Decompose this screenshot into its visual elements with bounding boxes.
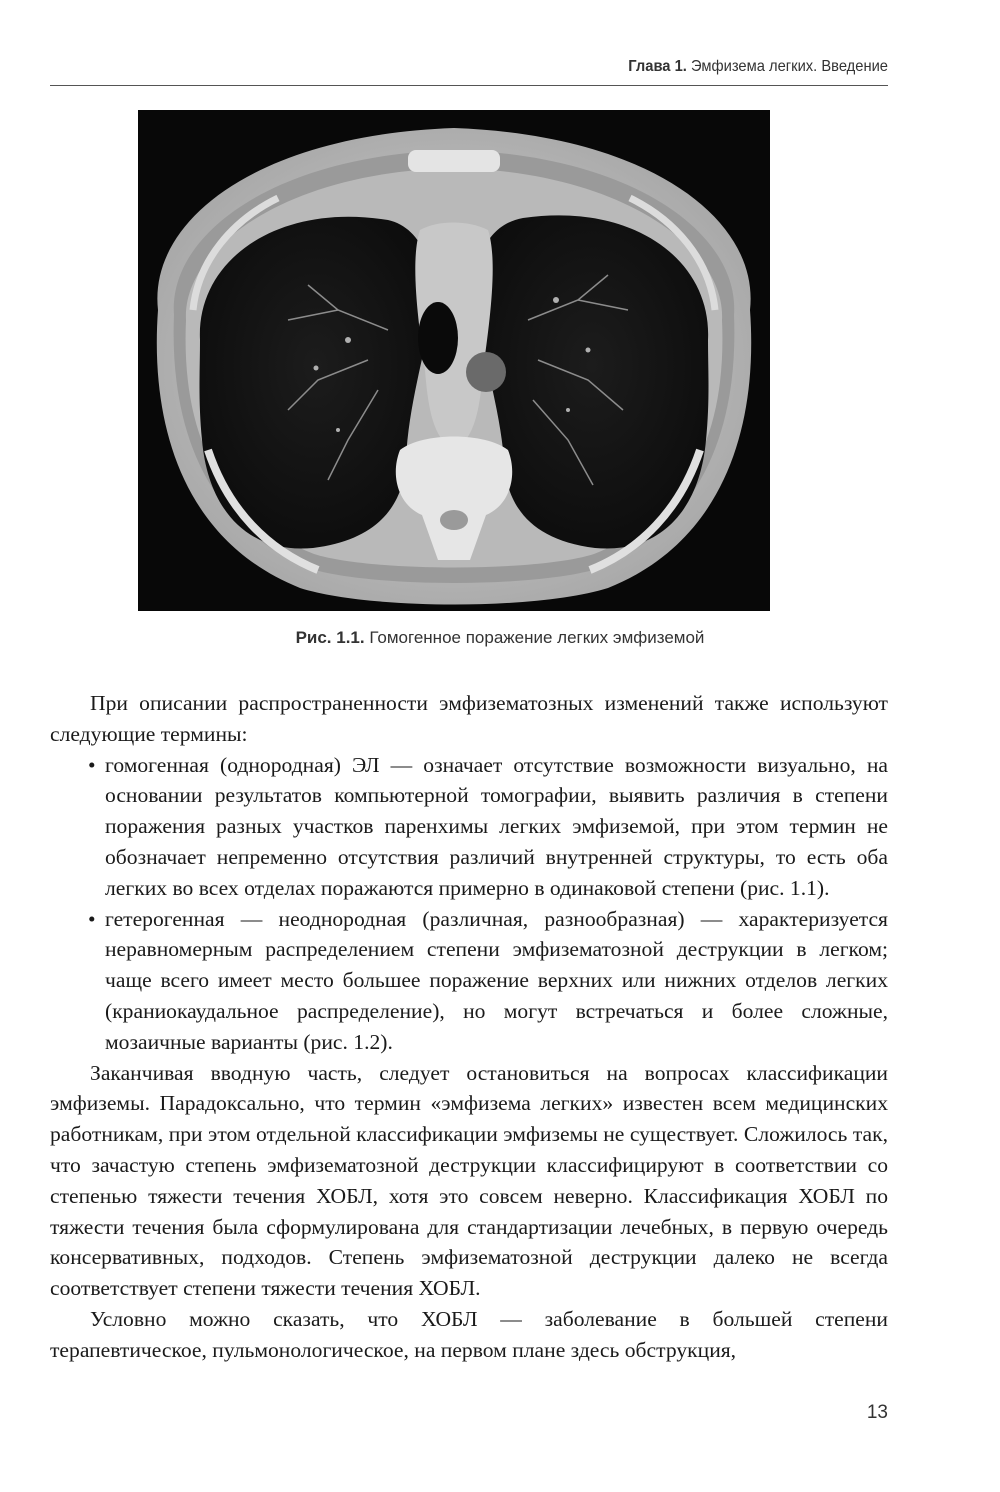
- paragraph-classification: Заканчивая вводную часть, следует остановиться на вопросах классификации эмфиземы. Парадоксально, что термин «эмфизема легких» известен всем медицинских работникам, при этом отдельной классификации эмфиземы не существует. Сложилось так, что зачастую степень эмфизематозной деструкции классифицируют в соответствии со степенью тяжести течения ХОБЛ, хотя это совсем неверно. Классификация ХОБЛ по тяжести течения была сформулирована для стандартизации лечебных, в первую очередь консервативных, подходов. Степень эмфизематозной деструкции далеко не всегда соответствует степени тяжести течения ХОБЛ.: [50, 1060, 888, 1301]
- header-divider: [50, 85, 888, 86]
- intro-paragraph: При описании распространенности эмфизематозных изменений также используют следующие термины:: [50, 691, 888, 746]
- figure-label: Рис. 1.1.: [295, 628, 365, 647]
- list-item: • гетерогенная — неоднородная (различная, разнообразная) — характеризуется неравномерным распределением степени эмфизематозной деструкции в легком; чаще всего имеет место большее поражение верхних или нижних отделов легких (краниокаудальное распределение), но могут встречаться и более сложные, мозаичные варианты (рис. 1.2).: [50, 904, 888, 1058]
- running-header: [117, 58, 888, 76]
- paragraph-copd: Условно можно сказать, что ХОБЛ — заболевание в большей степени терапевтическое, пульмонологическое, на первом плане здесь обструкция,: [50, 1306, 888, 1362]
- ct-scan-image: [138, 110, 770, 611]
- figure-caption: [50, 628, 950, 648]
- figure-caption-text: Гомогенное поражение легких эмфиземой: [369, 628, 705, 647]
- term-list: [50, 750, 888, 1058]
- ct-scan-figure: [138, 110, 770, 611]
- chapter-label: Глава 1.: [628, 58, 687, 75]
- chapter-title: Эмфизема легких. Введение: [690, 58, 888, 75]
- body-text: [50, 688, 888, 1366]
- list-item: • гомогенная (однородная) ЭЛ — означает отсутствие возможности визуально, на основании результатов компьютерной томографии, выявить различия в степени поражения разных участков паренхимы легких эмфиземой, при этом термин не обозначает непременно отсутствия различий внутренней структуры, то есть оба легких во всех отделах поражаются примерно в одинаковой степени (рис. 1.1).: [50, 750, 888, 904]
- page-number: 13: [866, 1402, 888, 1423]
